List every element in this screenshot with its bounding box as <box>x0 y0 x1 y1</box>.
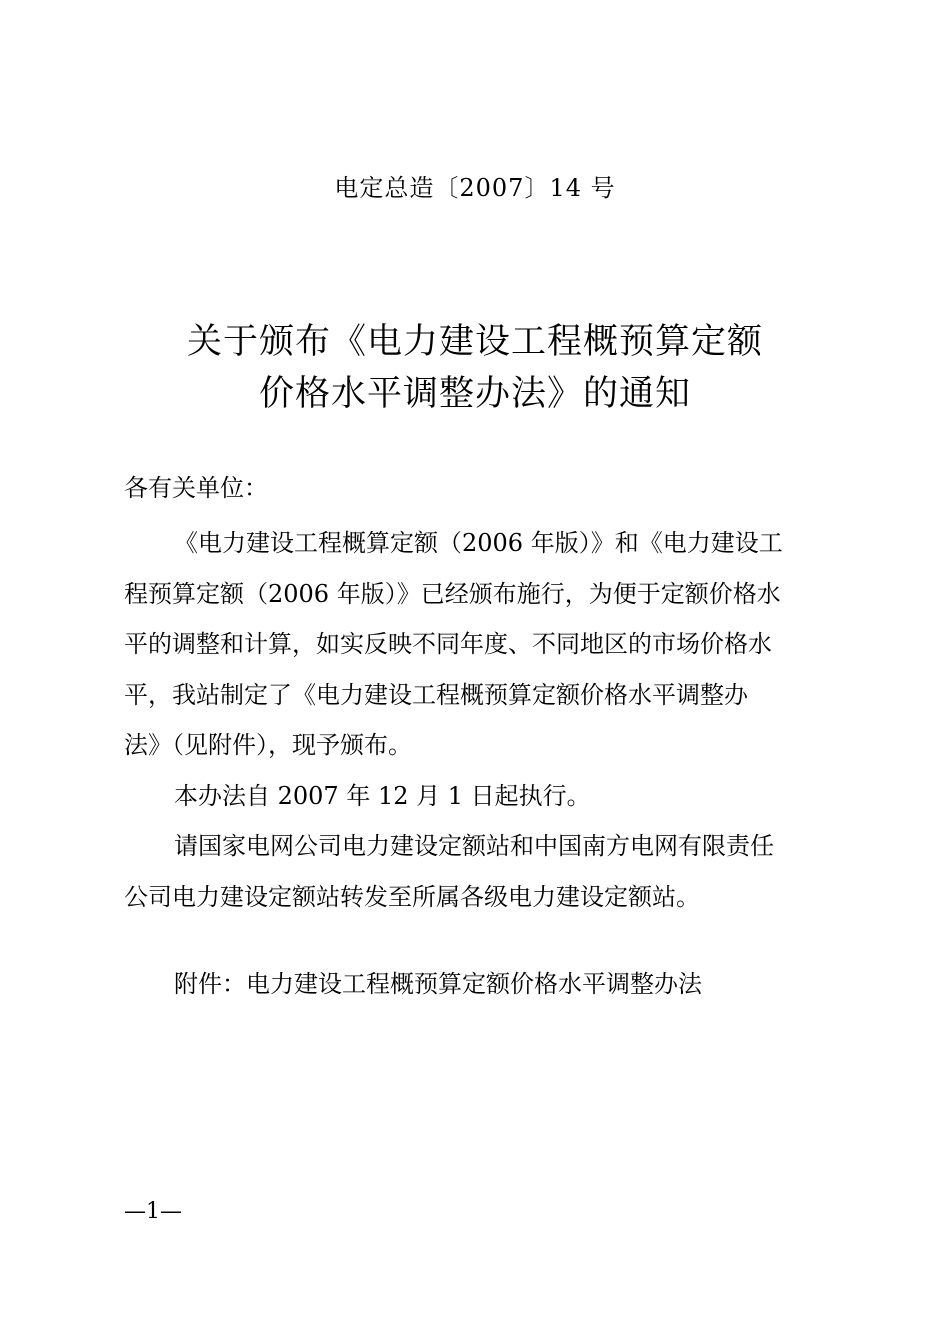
body-line: 请国家电网公司电力建设定额站和中国南方电网有限责任 <box>174 832 774 860</box>
document-number: 电定总造〔2007〕14 号 <box>334 174 616 202</box>
title-line-2: 价格水平调整办法》的通知 <box>258 374 691 414</box>
salutation: 各有关单位： <box>124 474 268 502</box>
body-line: 本办法自 2007 年 12 月 1 日起执行。 <box>174 781 591 810</box>
body-line: 公司电力建设定额站转发至所属各级电力建设定额站。 <box>124 882 700 911</box>
body-text <box>124 518 824 922</box>
body-line: 程预算定额（2006 年版）》已经颁布施行，为便于定额价格水 <box>124 579 781 608</box>
body-line: 法》（见附件），现予颁布。 <box>124 731 412 759</box>
attachment-note: 附件：电力建设工程概预算定额价格水平调整办法 <box>174 970 702 998</box>
body-line: 平，我站制定了《电力建设工程概预算定额价格水平调整办 <box>124 680 748 709</box>
body-line: 平的调整和计算，如实反映不同年度、不同地区的市场价格水 <box>124 630 772 658</box>
document-title <box>0 316 950 420</box>
body-line: 《电力建设工程概算定额（2006 年版）》和《电力建设工 <box>174 529 783 557</box>
page-number: —1— <box>124 1199 182 1224</box>
title-line-1: 关于颁布《电力建设工程概预算定额 <box>186 322 763 362</box>
